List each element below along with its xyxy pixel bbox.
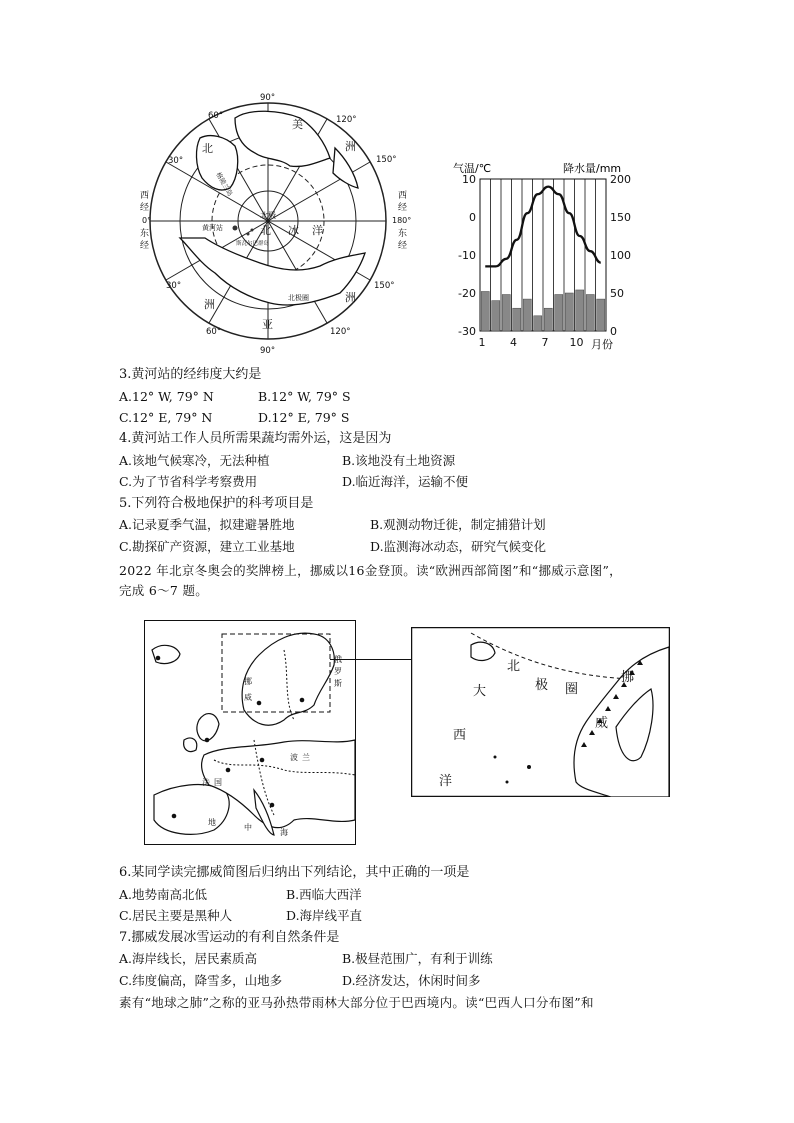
- zero-label: 0°: [142, 216, 152, 225]
- norway-atlantic-1: 大: [473, 684, 487, 699]
- continent-asia-2: 亚: [262, 318, 273, 331]
- q6-stem: 6.某同学读完挪威简图后归纳出下列结论，其中正确的一项是: [119, 865, 470, 880]
- temp-tick-label: -20: [458, 287, 476, 300]
- norway-name-1: 挪: [621, 670, 635, 685]
- precip-bar: [513, 308, 521, 331]
- precip-tick-label: 0: [610, 325, 617, 338]
- east-label-r2: 经: [398, 241, 408, 251]
- intro-6-7-line1: 2022 年北京冬奥会的奖牌榜上，挪威以16金登顶。读“欧洲西部简图”和“挪威示意图”，: [119, 563, 622, 578]
- q3-option-c[interactable]: C.12° E, 79° N: [119, 410, 213, 425]
- east-label-2: 经: [140, 241, 150, 251]
- month-tick-label: 1: [478, 336, 486, 349]
- q5-option-c[interactable]: C.勘探矿产资源，建立工业基地: [119, 539, 295, 554]
- greenland-label: 格陵兰岛: [214, 171, 235, 198]
- tick-150-right: 150°: [376, 155, 397, 165]
- west-label-1: 西: [140, 191, 150, 201]
- ocean-char-1: 北: [260, 224, 271, 237]
- precip-bar: [481, 291, 489, 331]
- europe-norway-1: 挪: [244, 677, 252, 686]
- precip-bar: [523, 299, 531, 331]
- continent-north: 北: [202, 142, 213, 155]
- tick-60-top: 60°: [208, 111, 224, 121]
- precip-bar: [502, 295, 510, 331]
- norway-atlantic-3: 洋: [439, 774, 453, 789]
- q7-option-a[interactable]: A.海岸线长，居民素质高: [119, 951, 258, 966]
- norway-atlantic-2: 西: [453, 728, 467, 743]
- tick-90-top: 90°: [260, 93, 276, 103]
- europe-med-3: 海: [280, 828, 288, 837]
- europe-poland-2: 兰: [302, 753, 310, 762]
- ocean-char-2: 冰: [288, 224, 299, 237]
- q5-option-a[interactable]: A.记录夏季气温，拟建避暑胜地: [119, 517, 295, 532]
- precip-tick-label: 200: [610, 173, 631, 186]
- q3-option-a[interactable]: A.12° W, 79° N: [119, 389, 214, 404]
- q3-option-d[interactable]: D.12° E, 79° S: [258, 410, 350, 425]
- q5-option-d[interactable]: D.监测海冰动态，研究气候变化: [370, 539, 547, 554]
- tick-30-bottom: 30°: [166, 281, 182, 291]
- europe-norway-2: 威: [244, 693, 252, 702]
- q4-option-c[interactable]: C.为了节省科学考察费用: [119, 474, 258, 489]
- svalbard-label: 斯瓦尔巴群岛: [236, 241, 270, 247]
- tick-150-bottom: 150°: [374, 281, 395, 291]
- arctic-polar-map: [140, 88, 420, 363]
- precip-bar: [534, 316, 542, 331]
- continent-america-2: 洲: [345, 140, 356, 153]
- precip-bar: [576, 290, 584, 331]
- precip-bar: [544, 308, 552, 331]
- month-tick-label: 10: [569, 336, 584, 349]
- precip-bar: [586, 295, 594, 331]
- norway-arctic-3: 圈: [565, 682, 579, 697]
- q6-option-a[interactable]: A.地势南高北低: [119, 887, 208, 902]
- europe-russia-2: 罗: [334, 667, 342, 676]
- europe-med-2: 中: [244, 823, 252, 832]
- west-label-2: 经: [140, 203, 150, 213]
- precip-bar: [565, 293, 573, 331]
- precip-axis-label: 降水量/mm: [563, 162, 622, 175]
- continent-america-1: 美: [292, 118, 303, 131]
- europe-poland-1: 波: [290, 753, 298, 762]
- q6-option-c[interactable]: C.居民主要是黑种人: [119, 908, 233, 923]
- q4-option-a[interactable]: A.该地气候寒冷，无法种植: [119, 453, 270, 468]
- q6-option-d[interactable]: D.海岸线平直: [286, 908, 363, 923]
- norway-arctic-1: 北: [507, 659, 521, 674]
- precip-tick-label: 100: [610, 249, 631, 262]
- intro-amazon: 素有“地球之肺”之称的亚马孙热带雨林大部分位于巴西境内。读“巴西人口分布图”和: [119, 995, 594, 1010]
- tick-120-bottom: 120°: [330, 327, 351, 337]
- continent-asia-1: 洲: [345, 291, 356, 304]
- month-tick-label: 4: [510, 336, 517, 349]
- precip-bar: [555, 295, 563, 331]
- tick-120-top: 120°: [336, 115, 357, 125]
- temp-tick-label: -10: [458, 249, 476, 262]
- intro-6-7-line2: 完成 6～7 题。: [119, 583, 209, 598]
- precip-bar: [597, 299, 605, 331]
- temp-tick-label: -30: [458, 325, 476, 338]
- map-connector-line: [330, 659, 412, 660]
- europe-russia-3: 斯: [334, 679, 342, 688]
- q5-option-b[interactable]: B.观测动物迁徙，制定捕猎计划: [370, 517, 546, 532]
- west-label-r1: 西: [398, 191, 408, 201]
- temp-tick-label: 0: [469, 211, 476, 224]
- q3-stem: 3.黄河站的经纬度大约是: [119, 367, 262, 382]
- tick-30-top: 30°: [168, 156, 184, 166]
- q5-stem: 5.下列符合极地保护的科考项目是: [119, 496, 314, 511]
- q4-stem: 4.黄河站工作人员所需果蔬均需外运，这是因为: [119, 431, 392, 446]
- east-label-1: 东: [140, 229, 150, 239]
- continent-europe: 洲: [204, 298, 215, 311]
- q4-option-d[interactable]: D.临近海洋，运输不便: [342, 474, 469, 489]
- temp-axis-label: 气温/℃: [453, 162, 492, 175]
- q7-option-b[interactable]: B.极昼范围广，有利于训练: [342, 951, 493, 966]
- q7-stem: 7.挪威发展冰雪运动的有利自然条件是: [119, 930, 340, 945]
- precip-tick-label: 150: [610, 211, 631, 224]
- europe-france-1: 法: [202, 778, 210, 787]
- tick-90-bottom: 90°: [260, 346, 276, 356]
- precip-bar: [492, 301, 500, 331]
- norway-map: [411, 627, 670, 797]
- climate-chart: [445, 158, 635, 358]
- europe-med-1: 地: [208, 818, 216, 827]
- deg180-label: 180°: [392, 216, 412, 225]
- huanghe-station-label: 黄河站: [202, 224, 223, 232]
- ocean-char-3: 洋: [312, 224, 323, 237]
- east-label-r1: 东: [398, 229, 408, 239]
- arctic-circle-label: 北极圈: [288, 294, 309, 302]
- norway-name-2: 威: [595, 716, 609, 731]
- europe-france-2: 国: [214, 778, 222, 787]
- norway-arctic-2: 极: [535, 678, 549, 693]
- tick-60-bottom: 60°: [206, 327, 222, 337]
- month-tick-label: 7: [541, 336, 549, 349]
- q3-option-b[interactable]: B.12° W, 79° S: [258, 389, 351, 404]
- precip-tick-label: 50: [610, 287, 624, 300]
- q6-option-b[interactable]: B.西临大西洋: [286, 887, 362, 902]
- temp-tick-label: 10: [462, 173, 476, 186]
- month-axis-label: 月份: [591, 338, 613, 351]
- q7-option-c[interactable]: C.纬度偏高，降雪多，山地多: [119, 973, 283, 988]
- q4-option-b[interactable]: B.该地没有土地资源: [342, 453, 456, 468]
- north-pole-label: 北极: [260, 211, 276, 220]
- q7-option-d[interactable]: D.经济发达，休闲时间多: [342, 973, 481, 988]
- western-europe-map: [144, 620, 356, 845]
- west-label-r2: 经: [398, 203, 408, 213]
